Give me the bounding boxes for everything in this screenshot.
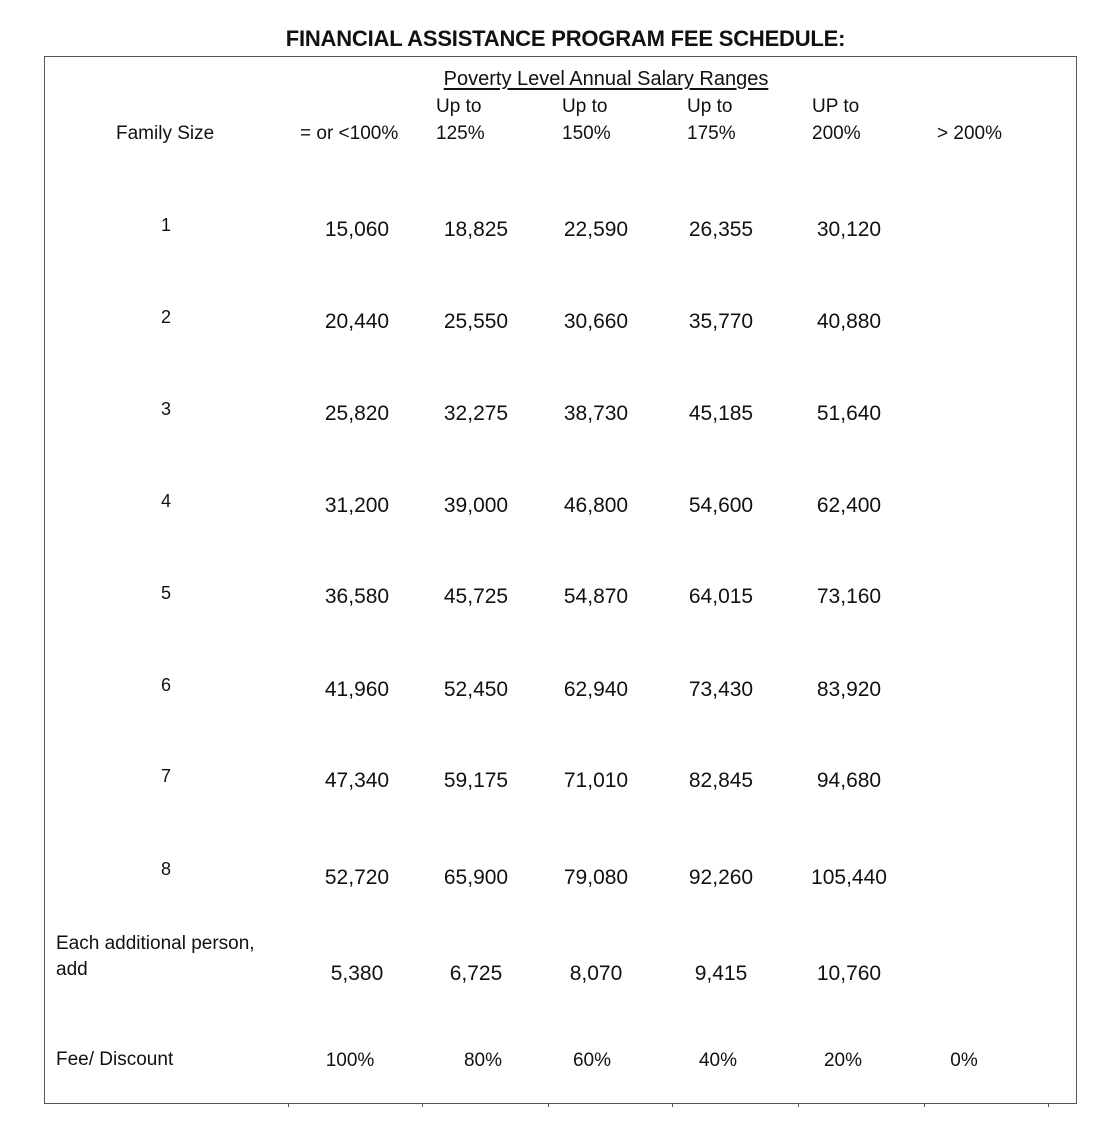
fee-discount-cell: 0% <box>950 1050 978 1071</box>
income-cell: 18,825 <box>443 218 509 241</box>
additional-person-cell: 8,070 <box>569 962 623 985</box>
income-cell: 65,900 <box>443 866 509 889</box>
income-cell: 15,060 <box>324 218 390 241</box>
additional-person-label-cont: add <box>56 959 88 980</box>
tick-mark <box>288 1103 289 1107</box>
tick-mark <box>798 1103 799 1107</box>
fee-discount-cell: 80% <box>463 1050 503 1071</box>
column-header-line1: Up to <box>687 96 733 117</box>
column-header-line1: Up to <box>436 96 482 117</box>
income-cell: 47,340 <box>324 769 390 792</box>
family-size-cell: 3 <box>160 399 172 419</box>
column-header-label: 200% <box>812 123 861 144</box>
column-header-label: > 200% <box>937 123 1002 144</box>
tick-mark <box>924 1103 925 1107</box>
income-cell: 71,010 <box>563 769 629 792</box>
income-cell: 52,720 <box>324 866 390 889</box>
column-header-line1: UP to <box>812 96 860 117</box>
column-header-label: = or <100% <box>300 123 399 144</box>
bottom-border-ticks <box>0 1103 1119 1109</box>
table-subtitle: Poverty Level Annual Salary Ranges <box>443 68 769 90</box>
family-size-cell: 5 <box>160 583 172 603</box>
income-cell: 35,770 <box>688 310 754 333</box>
income-cell: 41,960 <box>324 678 390 701</box>
page-title: FINANCIAL ASSISTANCE PROGRAM FEE SCHEDULE: <box>285 26 846 51</box>
fee-discount-cell: 100% <box>325 1050 375 1071</box>
income-cell: 32,275 <box>443 402 509 425</box>
income-cell: 62,400 <box>816 494 882 517</box>
column-header-line1: Up to <box>562 96 608 117</box>
family-size-header: Family Size <box>116 123 215 144</box>
additional-person-label: Each additional person, <box>56 933 255 954</box>
income-cell: 83,920 <box>816 678 882 701</box>
family-size-cell: 4 <box>160 491 172 511</box>
fee-discount-cell: 60% <box>572 1050 612 1071</box>
income-cell: 39,000 <box>443 494 509 517</box>
income-cell: 94,680 <box>816 769 882 792</box>
tick-mark <box>548 1103 549 1107</box>
tick-mark <box>672 1103 673 1107</box>
family-size-cell: 7 <box>160 766 172 786</box>
column-header-label: 125% <box>436 123 485 144</box>
fee-discount-label: Fee/ Discount <box>56 1049 174 1070</box>
income-cell: 45,725 <box>443 585 509 608</box>
fee-discount-cell: 20% <box>823 1050 863 1071</box>
income-cell: 59,175 <box>443 769 509 792</box>
income-cell: 54,600 <box>688 494 754 517</box>
income-cell: 73,160 <box>816 585 882 608</box>
income-cell: 105,440 <box>811 866 887 889</box>
income-cell: 82,845 <box>688 769 754 792</box>
income-cell: 30,120 <box>816 218 882 241</box>
income-cell: 30,660 <box>563 310 629 333</box>
income-cell: 45,185 <box>688 402 754 425</box>
family-size-cell: 1 <box>160 215 172 235</box>
additional-person-cell: 6,725 <box>449 962 503 985</box>
income-cell: 46,800 <box>563 494 629 517</box>
family-size-cell: 8 <box>160 859 172 879</box>
income-cell: 25,550 <box>443 310 509 333</box>
income-cell: 31,200 <box>324 494 390 517</box>
income-cell: 38,730 <box>563 402 629 425</box>
tick-mark <box>422 1103 423 1107</box>
additional-person-cell: 9,415 <box>694 962 748 985</box>
income-cell: 36,580 <box>324 585 390 608</box>
column-header-label: 150% <box>562 123 611 144</box>
income-cell: 73,430 <box>688 678 754 701</box>
income-cell: 54,870 <box>563 585 629 608</box>
income-cell: 51,640 <box>816 402 882 425</box>
additional-person-cell: 5,380 <box>330 962 384 985</box>
income-cell: 26,355 <box>688 218 754 241</box>
income-cell: 79,080 <box>563 866 629 889</box>
income-cell: 62,940 <box>563 678 629 701</box>
income-cell: 92,260 <box>688 866 754 889</box>
fee-discount-cell: 40% <box>698 1050 738 1071</box>
income-cell: 22,590 <box>563 218 629 241</box>
column-header-label: 175% <box>687 123 736 144</box>
additional-person-cell: 10,760 <box>816 962 882 985</box>
family-size-cell: 6 <box>160 675 172 695</box>
income-cell: 25,820 <box>324 402 390 425</box>
income-cell: 64,015 <box>688 585 754 608</box>
tick-mark <box>1048 1103 1049 1107</box>
income-cell: 20,440 <box>324 310 390 333</box>
income-cell: 40,880 <box>816 310 882 333</box>
income-cell: 52,450 <box>443 678 509 701</box>
family-size-cell: 2 <box>160 307 172 327</box>
